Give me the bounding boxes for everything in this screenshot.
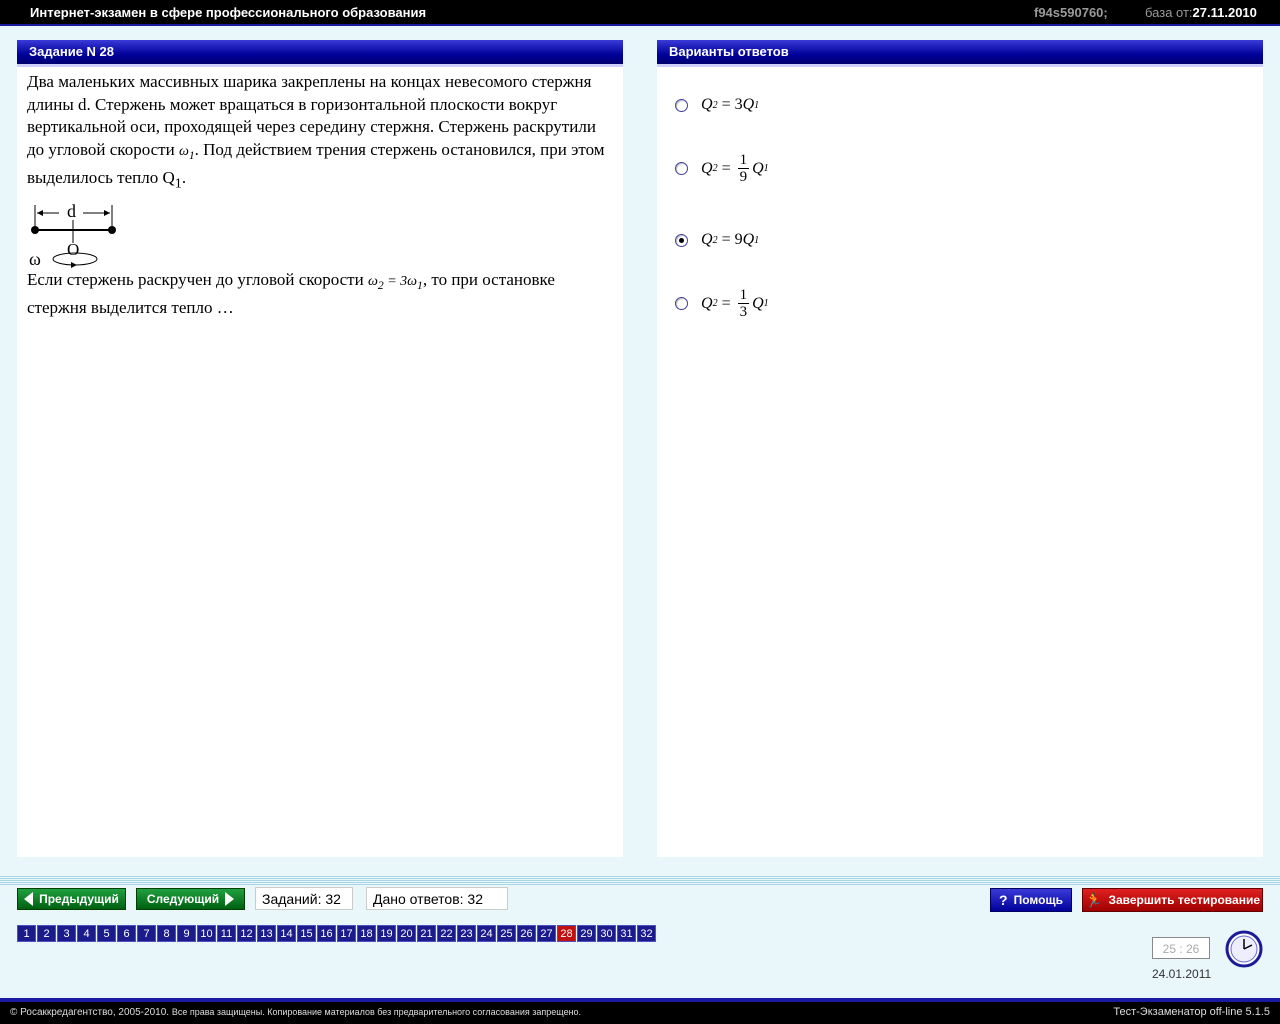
question-part5: , то при остановке стержня выделится тепло … [27,269,555,317]
answer-option-3[interactable] [675,231,759,249]
question-number-9[interactable]: 9 [177,925,196,942]
question-number-19[interactable]: 19 [377,925,396,942]
answer-2-denominator: 9 [739,169,748,185]
answer-3-rhs: Q [742,231,755,248]
formula-omega2 [367,273,423,292]
question-number-5[interactable]: 5 [97,925,116,942]
omega2-letter: ω [367,273,378,289]
answer-4-rhs: Q [752,294,764,312]
question-number-29[interactable]: 29 [577,925,596,942]
omega2-sub: 2 [377,278,384,292]
question-number-17[interactable]: 17 [337,925,356,942]
answer-1-rhs: Q [742,96,755,113]
answer-2-eq: = [717,159,735,177]
copyright-text: © Росаккредагентство, 2005-2010. [10,1007,170,1018]
footer [0,998,1280,1024]
arrow-left-icon [24,892,33,906]
prev-button[interactable] [17,888,126,910]
answer-1-rhs-sub: 1 [754,99,760,111]
answer-radio-1[interactable] [675,99,688,112]
answer-4-denominator: 3 [739,304,748,320]
question-number-2[interactable]: 2 [37,925,56,942]
answer-2-numerator: 1 [739,152,748,168]
answer-3-lhs: Q [701,231,713,248]
q1-sub: 1 [174,175,182,192]
answer-4-lhs: Q [701,294,713,312]
o-label: O [67,239,80,259]
help-label: Помощь [1013,893,1063,907]
question-number-24[interactable]: 24 [477,925,496,942]
question-part1: Два маленьких массивных шарика закреплены на концах невесомого стержня длины d. Стержень может вращаться в горизонтальной плоскости вокруг вертикальной оси, проходящей через середину стержня. Стержень раскрутили до угловой скорости [27,72,596,159]
task-panel [17,40,623,857]
current-date: 24.01.2011 [1152,967,1212,981]
answer-option-2[interactable] [675,152,769,185]
question-number-11[interactable]: 11 [217,925,236,942]
answer-radio-4[interactable] [675,297,688,310]
app-version: Тест-Экзаменатор off-line 5.1.5 [1113,1006,1270,1018]
answer-radio-2[interactable] [675,162,688,175]
answer-option-1[interactable] [675,96,759,114]
question-number-22[interactable]: 22 [437,925,456,942]
task-title: Задание N 28 [17,40,623,67]
question-number-14[interactable]: 14 [277,925,296,942]
question-number-12[interactable]: 12 [237,925,256,942]
answer-3-lhs-sub: 2 [712,234,718,246]
session-code: f94s590760; [1034,5,1108,20]
question-number-15[interactable]: 15 [297,925,316,942]
db-label: база от: [1145,5,1193,20]
question-number-13[interactable]: 13 [257,925,276,942]
answer-2-lhs: Q [701,159,713,177]
omega-label: ω [29,248,41,269]
formula-eq: = 3 [383,273,408,289]
next-label: Следующий [146,892,220,906]
next-button[interactable] [136,888,245,910]
timer-display: 25 : 26 [1152,937,1210,959]
question-part2: . Под действием трения стержень остановился, при этом выделилось тепло Q [27,139,605,187]
formula-omega1-letter: ω [407,273,418,289]
d-label: d [67,200,76,221]
answers-panel [657,40,1263,857]
answer-4-lhs-sub: 2 [712,298,718,309]
question-number-25[interactable]: 25 [497,925,516,942]
finish-label: Завершить тестирование [1108,893,1260,907]
question-number-1[interactable]: 1 [17,925,36,942]
rights-text: Все права защищены. Копирование материалов без предварительного согласования запрещено. [171,1007,582,1017]
tasks-count: Заданий: 32 [255,887,353,910]
answer-1-eq: = 3 [717,96,743,113]
answer-radio-3[interactable] [675,234,688,247]
omega1-letter: ω [178,143,189,159]
question-number-32[interactable]: 32 [637,925,656,942]
question-number-23[interactable]: 23 [457,925,476,942]
app-title: Интернет-экзамен в сфере профессионального образования [30,5,427,20]
question-number-21[interactable]: 21 [417,925,436,942]
omega1-symbol [178,143,195,162]
question-number-7[interactable]: 7 [137,925,156,942]
answer-2-fraction [738,152,750,185]
question-number-27[interactable]: 27 [537,925,556,942]
answer-formula-2 [701,152,769,185]
answer-2-rhs-sub: 1 [763,163,769,174]
answers-title: Варианты ответов [657,40,1263,67]
omega1-sub: 1 [188,148,195,162]
answer-1-lhs-sub: 2 [712,99,718,111]
question-number-28[interactable]: 28 [557,925,576,942]
arrow-right-icon [225,892,234,906]
answer-4-rhs-sub: 1 [763,298,769,309]
question-number-8[interactable]: 8 [157,925,176,942]
answer-3-rhs-sub: 1 [754,234,760,246]
answer-1-lhs: Q [701,96,713,113]
help-button[interactable] [990,888,1072,912]
question-number-30[interactable]: 30 [597,925,616,942]
question-number-bar [17,925,657,942]
answer-4-fraction [738,287,750,320]
answer-2-lhs-sub: 2 [712,163,718,174]
question-text [17,67,623,323]
database-date [1145,5,1257,20]
answer-3-eq: = 9 [717,231,743,248]
question-number-31[interactable]: 31 [617,925,636,942]
answer-4-numerator: 1 [739,287,748,303]
question-number-20[interactable]: 20 [397,925,416,942]
prev-label: Предыдущий [39,892,119,906]
answer-formula-4 [701,287,769,320]
runner-icon: 🏃 [1085,891,1103,908]
answer-4-eq: = [717,294,735,312]
question-part3: . [181,167,187,187]
formula-omega1-sub: 1 [417,278,423,292]
title-bar [0,0,1280,26]
question-number-4[interactable]: 4 [77,925,96,942]
question-mark-icon: ? [999,892,1008,908]
question-number-6[interactable]: 6 [117,925,136,942]
question-part4: Если стержень раскручен до угловой скорости [27,269,364,289]
question-number-16[interactable]: 16 [317,925,336,942]
answer-formula-3 [701,231,759,249]
copyright [10,1007,581,1018]
question-number-26[interactable]: 26 [517,925,536,942]
answers-given-count: Дано ответов: 32 [366,887,508,910]
answer-formula-1 [701,96,759,114]
question-number-10[interactable]: 10 [197,925,216,942]
finish-test-button[interactable] [1082,888,1263,912]
question-number-3[interactable]: 3 [57,925,76,942]
rod-diagram-svg [27,199,137,269]
toolbar-stripes [0,876,1280,886]
answer-option-4[interactable] [675,287,769,320]
question-number-18[interactable]: 18 [357,925,376,942]
rod-diagram [27,199,613,269]
clock-icon [1225,930,1263,968]
db-date: 27.11.2010 [1192,5,1257,20]
answer-2-rhs: Q [752,159,764,177]
